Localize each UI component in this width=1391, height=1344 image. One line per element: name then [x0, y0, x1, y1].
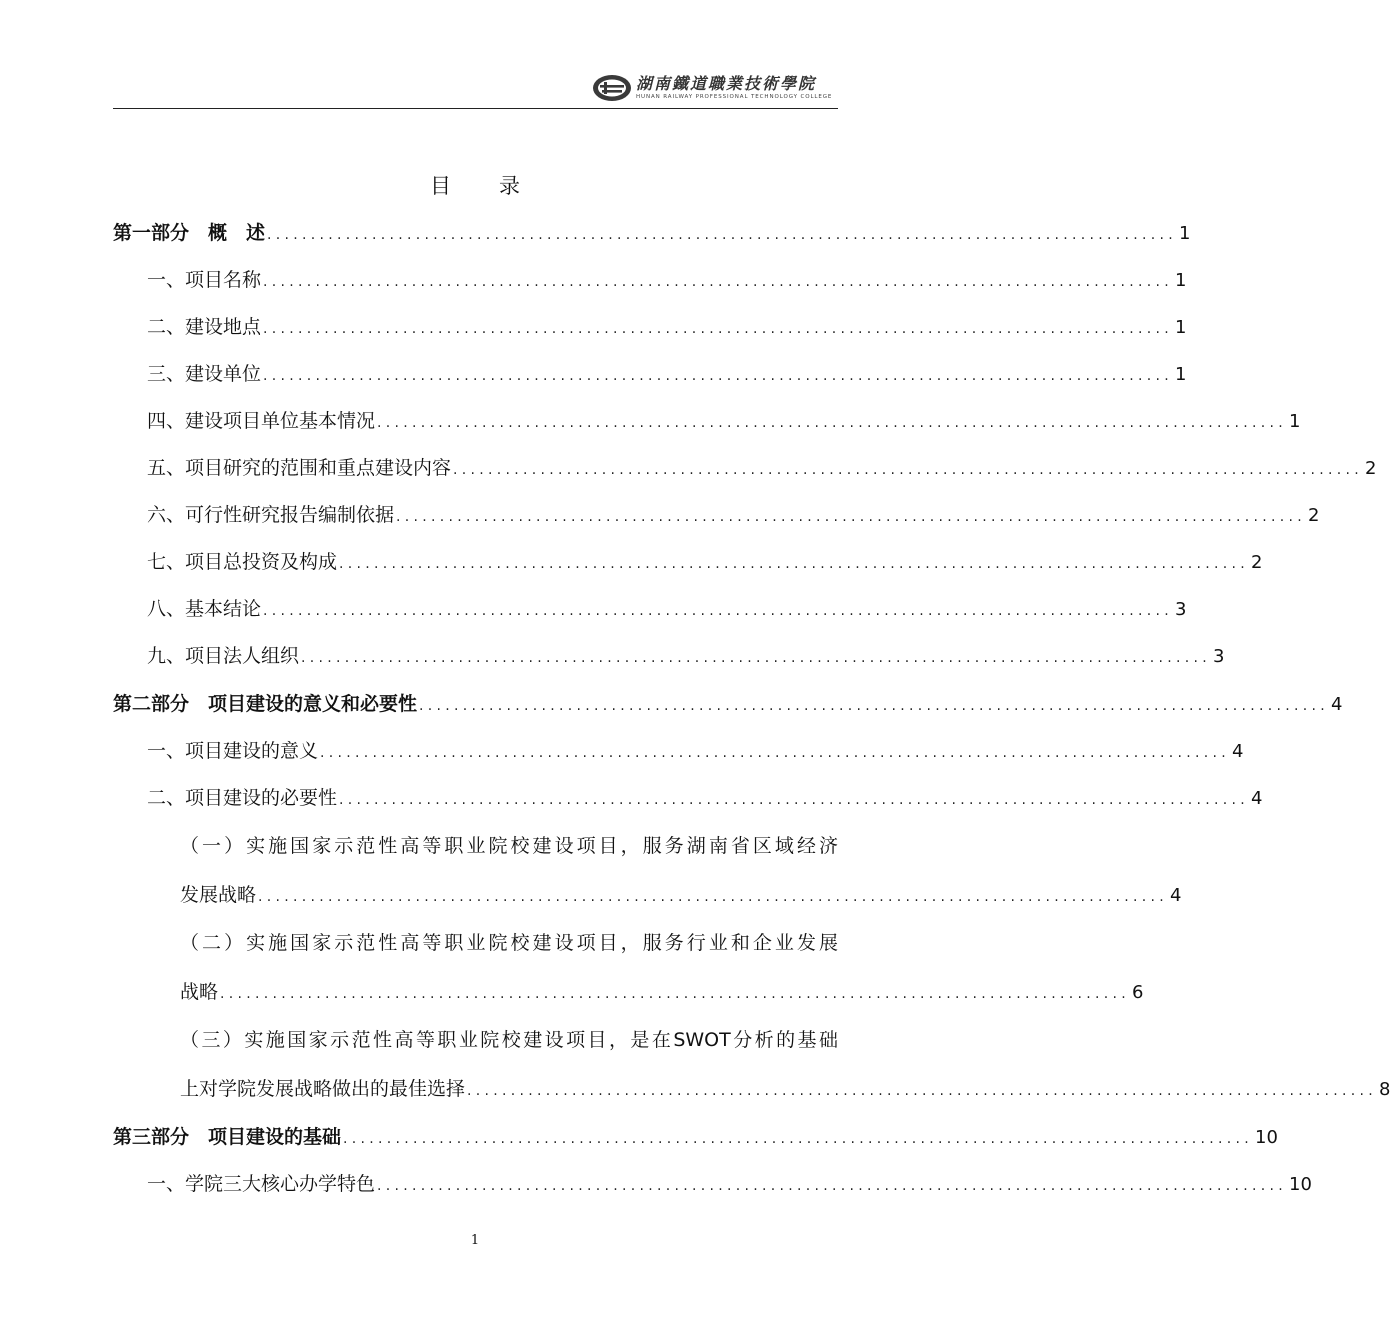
toc-entry-part-1[interactable]: 第一部分 概 述 ........................................................................................................ 1 [113, 222, 1191, 244]
dot-leader: ........................................................................................................ [263, 321, 1174, 337]
toc-entry[interactable]: 二、建设地点 ........................................................................................................ 1 [147, 316, 1187, 338]
toc-entry-line1[interactable]: （一）实施国家示范性高等职业院校建设项目，服务湖南省区域经济 [180, 835, 838, 857]
dot-leader: ........................................................................................................ [377, 415, 1288, 431]
toc-entry[interactable]: 九、项目法人组织 ........................................................................................................ 3 [147, 645, 1225, 667]
toc-entry[interactable]: 五、项目研究的范围和重点建设内容 ........................................................................................................ 2 [147, 457, 1377, 479]
dot-leader: ........................................................................................................ [419, 698, 1330, 714]
dot-leader: ........................................................................................................ [263, 368, 1174, 384]
header-rule [113, 108, 838, 109]
dot-leader: ........................................................................................................ [339, 792, 1250, 808]
toc-entry[interactable]: 一、学院三大核心办学特色 ........................................................................................................ 10 [147, 1173, 1312, 1195]
toc-entry[interactable]: 二、项目建设的必要性 ........................................................................................................ 4 [147, 787, 1263, 809]
dot-leader: ........................................................................................................ [220, 986, 1131, 1002]
toc-entry[interactable]: 六、可行性研究报告编制依据 ........................................................................................................ 2 [147, 504, 1320, 526]
logo-english-name: HUNAN RAILWAY PROFESSIONAL TECHNOLOGY COLLEGE [636, 94, 833, 100]
toc-title [0, 170, 950, 200]
dot-leader: ........................................................................................................ [467, 1083, 1378, 1099]
page-number: 1 [470, 1233, 480, 1248]
dot-leader: ........................................................................................................ [301, 650, 1212, 666]
toc-entry[interactable]: 发展战略 ........................................................................................................ 4 [180, 884, 1182, 906]
toc-entry-part-3[interactable]: 第三部分 项目建设的基础 ........................................................................................................ 10 [113, 1126, 1278, 1148]
toc-entry-line1[interactable]: （二）实施国家示范性高等职业院校建设项目，服务行业和企业发展 [180, 932, 838, 954]
logo-chinese-name: 湖南鐵道職業技術學院 [636, 74, 817, 93]
toc-entry[interactable]: 战略 ........................................................................................................ 6 [180, 981, 1144, 1003]
toc-entry[interactable]: 八、基本结论 ........................................................................................................ 3 [147, 598, 1187, 620]
toc-title-char-1: 目 [430, 174, 451, 198]
toc-entry[interactable]: 四、建设项目单位基本情况 ........................................................................................................ 1 [147, 410, 1301, 432]
dot-leader: ........................................................................................................ [343, 1131, 1254, 1147]
toc-entry[interactable]: 一、项目名称 ........................................................................................................ 1 [147, 269, 1187, 291]
railway-logo-icon [592, 74, 632, 102]
toc-entry[interactable]: 七、项目总投资及构成 ........................................................................................................ 2 [147, 551, 1263, 573]
college-logo [592, 72, 837, 104]
dot-leader: ........................................................................................................ [263, 603, 1174, 619]
dot-leader: ........................................................................................................ [320, 745, 1231, 761]
dot-leader: ........................................................................................................ [377, 1178, 1288, 1194]
dot-leader: ........................................................................................................ [258, 889, 1169, 905]
toc-entry-line1[interactable]: （三）实施国家示范性高等职业院校建设项目，是在SWOT分析的基础 [180, 1029, 838, 1051]
toc-entry[interactable]: 上对学院发展战略做出的最佳选择 ........................................................................................................ 8 [180, 1078, 1391, 1100]
dot-leader: ........................................................................................................ [263, 274, 1174, 290]
dot-leader: ........................................................................................................ [453, 462, 1364, 478]
toc-entry[interactable]: 三、建设单位 ........................................................................................................ 1 [147, 363, 1187, 385]
toc-entry[interactable]: 一、项目建设的意义 ........................................................................................................ 4 [147, 740, 1244, 762]
dot-leader: ........................................................................................................ [267, 227, 1178, 243]
toc-entry-part-2[interactable]: 第二部分 项目建设的意义和必要性 ........................................................................................................ 4 [113, 693, 1343, 715]
dot-leader: ........................................................................................................ [339, 556, 1250, 572]
dot-leader: ........................................................................................................ [396, 509, 1307, 525]
toc-title-char-2: 录 [499, 174, 520, 198]
